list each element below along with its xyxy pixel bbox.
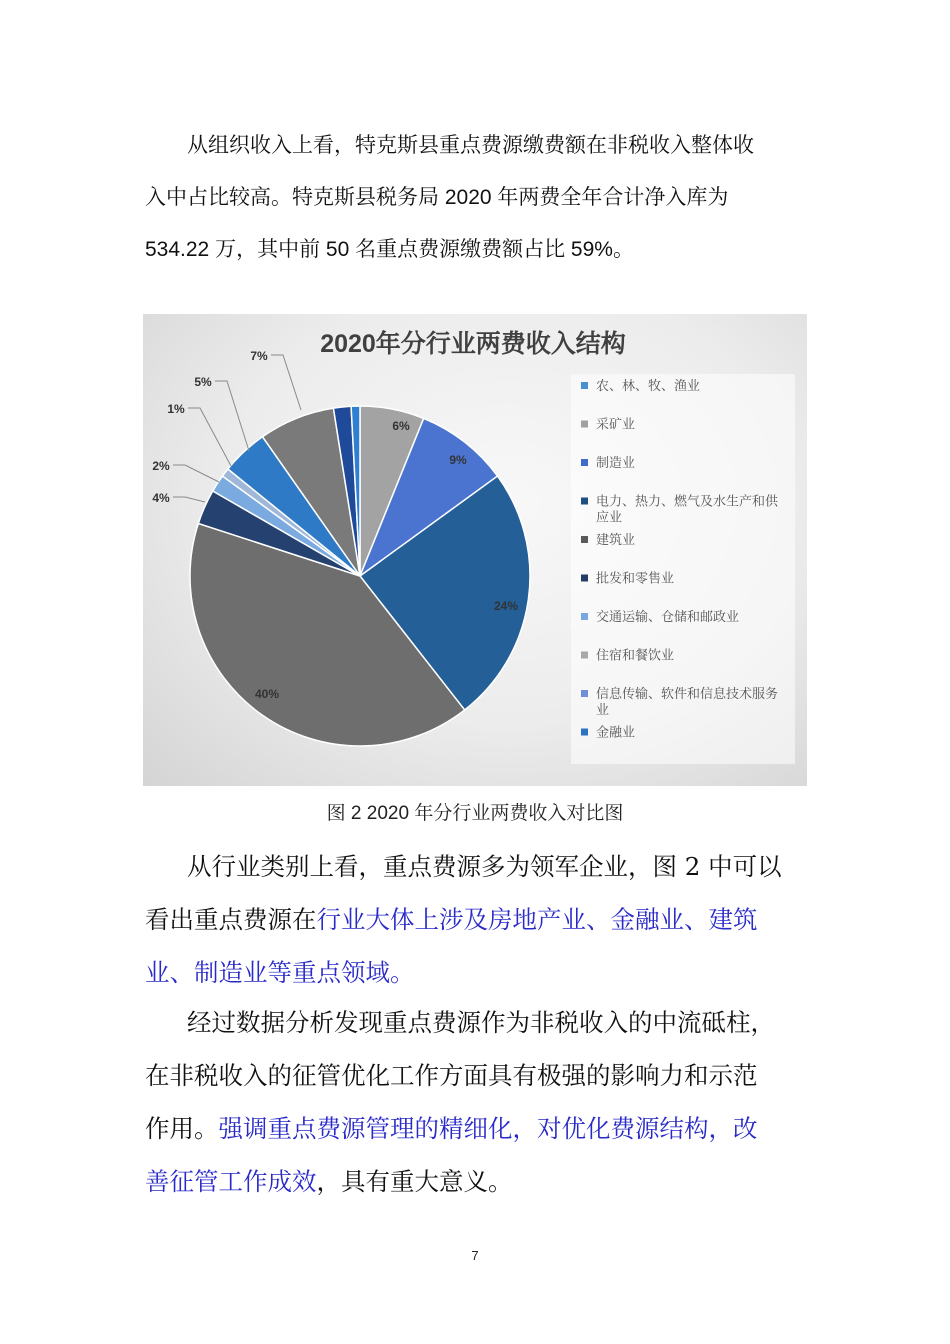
analysis-paragraph bbox=[145, 996, 810, 1208]
leader-line bbox=[271, 355, 301, 410]
highlighted-text: 业、制造业等重点领域。 bbox=[145, 958, 415, 987]
legend-swatch bbox=[581, 459, 588, 466]
legend-swatch bbox=[581, 536, 588, 543]
legend-swatch bbox=[581, 613, 588, 620]
industry-line bbox=[145, 893, 810, 946]
legend-label: 交通运输、仓储和邮政业 bbox=[596, 609, 740, 624]
chart-title: 2020年分行业两费收入结构 bbox=[320, 330, 626, 358]
analysis-line: 在非税收入的征管优化工作方面具有极强的影响力和示范 bbox=[145, 1061, 758, 1090]
legend-label: 住宿和餐饮业 bbox=[596, 647, 675, 663]
industry-line: 从行业类别上看，重点费源多为领军企业，图 2 中可以 bbox=[187, 852, 782, 881]
highlighted-text: 行业大体上涉及房地产业、金融业、建筑 bbox=[316, 905, 758, 934]
legend-swatch bbox=[581, 652, 588, 659]
pie-chart bbox=[143, 314, 807, 786]
legend-label: 电力、热力、燃气及水生产和供 bbox=[596, 493, 779, 509]
analysis-line: 经过数据分析发现重点费源作为非税收入的中流砥柱， bbox=[187, 1008, 775, 1037]
legend-label: 建筑业 bbox=[596, 532, 636, 547]
legend-swatch bbox=[581, 690, 588, 697]
analysis-line bbox=[145, 1102, 810, 1155]
slice-percent-label: 24% bbox=[493, 599, 519, 613]
legend-label: 制造业 bbox=[596, 455, 636, 470]
legend-label: 农、林、牧、渔业 bbox=[596, 378, 701, 393]
intro-line: 入中占比较高。特克斯县税务局 2020 年两费全年合计净入库为 bbox=[145, 186, 729, 209]
leader-line bbox=[173, 497, 205, 502]
legend-label: 金融业 bbox=[596, 724, 636, 740]
leader-line bbox=[173, 465, 219, 482]
legend-label: 业 bbox=[596, 702, 610, 717]
highlighted-text: 善征管工作成效 bbox=[145, 1167, 317, 1196]
slice-percent-label: 4% bbox=[152, 491, 170, 505]
industry-text: 看出重点费源在 bbox=[145, 905, 317, 934]
industry-paragraph bbox=[145, 840, 810, 999]
legend-swatch bbox=[581, 498, 588, 505]
pie-chart-figure bbox=[143, 314, 807, 786]
highlighted-text: 强调重点费源管理的精细化，对优化费源结构，改 bbox=[218, 1114, 758, 1143]
legend-swatch bbox=[581, 575, 588, 582]
intro-line: 从组织收入上看，特克斯县重点费源缴费额在非税收入整体收 bbox=[187, 134, 754, 157]
legend-swatch bbox=[581, 382, 588, 389]
analysis-line bbox=[145, 1155, 810, 1208]
figure-caption: 图 2 2020 年分行业两费收入对比图 bbox=[326, 803, 624, 824]
legend-swatch bbox=[581, 729, 588, 736]
intro-line: 534.22 万，其中前 50 名重点费源缴费额占比 59%。 bbox=[145, 238, 634, 261]
analysis-text: ，具有重大意义。 bbox=[316, 1167, 513, 1196]
legend-label: 应业 bbox=[596, 509, 623, 525]
page-number: 7 bbox=[471, 1248, 479, 1263]
leader-line bbox=[188, 408, 231, 466]
legend-label: 采矿业 bbox=[596, 416, 636, 432]
legend-swatch bbox=[581, 421, 588, 428]
slice-percent-label: 5% bbox=[194, 375, 212, 389]
intro-paragraph bbox=[145, 120, 810, 276]
analysis-text: 作用。 bbox=[145, 1114, 219, 1143]
slice-percent-label: 1% bbox=[167, 402, 185, 416]
slice-percent-label: 6% bbox=[392, 419, 410, 433]
slice-percent-label: 40% bbox=[254, 687, 280, 701]
slice-percent-label: 2% bbox=[152, 459, 170, 473]
legend-label: 信息传输、软件和信息技术服务 bbox=[596, 686, 779, 701]
leader-line bbox=[215, 381, 249, 451]
legend-label: 批发和零售业 bbox=[596, 570, 675, 586]
slice-percent-label: 7% bbox=[250, 349, 268, 363]
slice-percent-label: 9% bbox=[449, 453, 467, 467]
